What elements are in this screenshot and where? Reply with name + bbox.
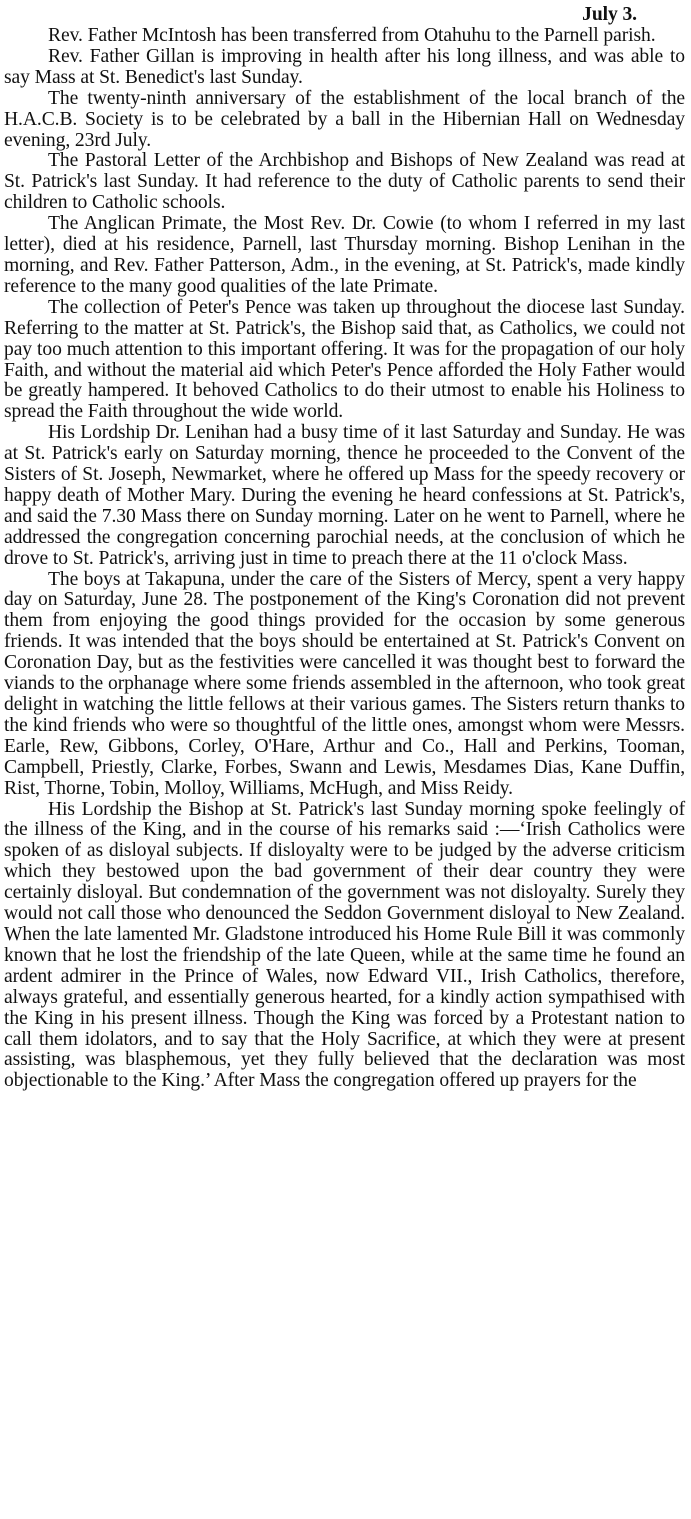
paragraph-takapuna-boys: The boys at Takapuna, under the care of the Sisters of Mercy, spent a very happy day on Saturday, June 28. The postponement of the King's Coronation did not prevent them from enjoying the good things provided for the occasion by some generous friends. It was intended that the boys should be entertained at St. Patrick's Convent on Coronation Day, but as the festivities were cancelled it was thought best to forward the viands to the orphanage where some friends assembled in the afternoon, who took great delight in watching the little fellows at their various games. The Sisters return thanks to the kind friends who were so thoughtful of the little ones, amongst whom were Messrs. Earle, Rew, Gibbons, Corley, O'Hare, Arthur and Co., Hall and Perkins, Tooman, Campbell, Priestly, Clarke, Forbes, Swann and Lewis, Mesdames Dias, Kane Duffin, Rist, Thorne, Tobin, Molloy, Williams, McHugh, and Miss Reidy.: [4, 568, 685, 799]
paragraph-lenihan-busy-time: His Lordship Dr. Lenihan had a busy time of it last Saturday and Sunday. He was at St. Patrick's early on Saturday morning, thence he proceeded to the Convent of the Sisters of St. Joseph, Newmarket, where he offered up Mass for the speedy recovery or happy death of Mother Mary. During the evening he heard confessions at St. Patrick's, and said the 7.30 Mass there on Sunday morning. Later on he went to Parnell, where he addressed the congregation concerning parochial needs, at the conclusion of which he drove to St. Patrick's, arriving just in time to preach there at the 11 o'clock Mass.: [4, 422, 685, 569]
paragraph-hacb-anniversary: The twenty-ninth anniversary of the establishment of the local branch of the H.A.C.B. Society is to be celebrated by a ball in the Hibernian Hall on Wednesday evening, 23rd July.: [4, 87, 685, 151]
dateline: July 3.: [582, 4, 637, 25]
paragraph-anglican-primate: The Anglican Primate, the Most Rev. Dr. Cowie (to whom I referred in my last letter), died at his residence, Parnell, last Thursday morning. Bishop Lenihan in the morning, and Rev. Father Patterson, Adm., in the evening, at St. Patrick's, made kindly reference to the many good qualities of the late Primate.: [4, 213, 685, 297]
paragraph-gillan-health: Rev. Father Gillan is improving in health after his long illness, and was able to say Mass at St. Benedict's last Sunday.: [4, 45, 685, 88]
paragraph-pastoral-letter: The Pastoral Letter of the Archbishop and Bishops of New Zealand was read at St. Patrick's last Sunday. It had reference to the duty of Catholic parents to send their children to Catholic schools.: [4, 150, 685, 214]
paragraph-peters-pence: The collection of Peter's Pence was taken up throughout the diocese last Sunday. Referring to the matter at St. Patrick's, the Bishop said that, as Catholics, we could not pay too much attention to this important offering. It was for the propagation of our holy Faith, and without the material aid which Peter's Pence afforded the Holy Father would be greatly hampered. It behoved Catholics to do their utmost to enable his Holiness to spread the Faith throughout the wide world.: [4, 296, 685, 423]
paragraph-mcintosh-transfer: Rev. Father McIntosh has been transferred from Otahuhu to the Parnell parish.: [48, 25, 656, 46]
paragraph-bishop-on-king-illness: His Lordship the Bishop at St. Patrick's last Sunday morning spoke feelingly of the illness of the King, and in the course of his remarks said :—‘Irish Catholics were spoken of as disloyal subjects. If disloyalty were to be judged by the adverse criticism which they bestowed upon the bad government of their dear country they were certainly disloyal. But condemnation of the government was not disloyalty. Surely they would not call those who denounced the Seddon Government disloyal to New Zealand. When the late lamented Mr. Gladstone introduced his Home Rule Bill it was commonly known that he lost the friendship of the late Queen, while at the same time he found an ardent admirer in the Prince of Wales, now Edward VII., Irish Catholics, therefore, always grateful, and essentially generous hearted, for a kindly action sympathised with the King in his present illness. Though the King was forced by a Protestant nation to call them idolators, and to say that the Holy Sacrifice, at which they were at present assisting, was blasphemous, yet they fully believed that the declaration was most objectionable to the King.’ After Mass the congregation offered up prayers for the: [4, 798, 685, 1092]
